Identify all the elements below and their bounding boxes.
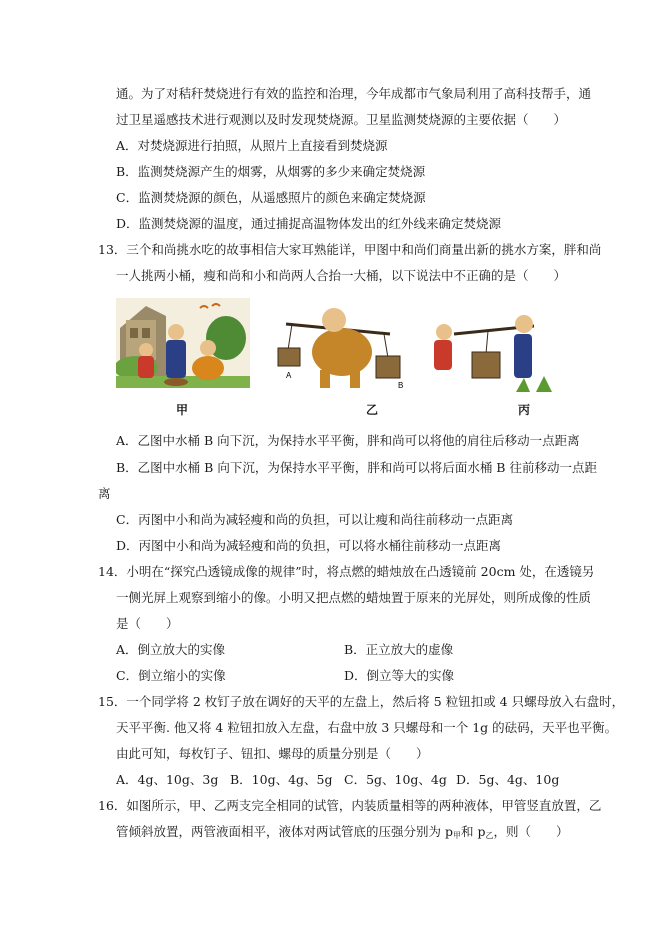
q13-stem-line1: 13．三个和尚挑水吃的故事相信大家耳熟能详，甲图中和尚们商量出新的挑水方案，胖和尚 bbox=[98, 242, 602, 257]
q16-line2-part-a: 管倾斜放置，两管液面相平，液体对两试管底的压强分别为 p bbox=[116, 824, 453, 839]
q14-stem-line2: 一侧光屏上观察到缩小的像。小明又把点燃的蜡烛置于原来的光屏处，则所成像的性质 bbox=[116, 590, 592, 605]
q13-option-d: D．丙图中小和尚为减轻瘦和尚的负担，可以将水桶往前移动一点距离 bbox=[116, 538, 502, 553]
q16-stem-line2 bbox=[116, 824, 568, 844]
q13-option-b-continued: 离 bbox=[98, 486, 111, 501]
q15-option-c: C．5g、10g、4g bbox=[344, 772, 447, 787]
q15-option-b: B．10g、4g、5g bbox=[230, 772, 333, 787]
pressure-sub-jia: 甲 bbox=[452, 831, 461, 840]
bucket-b-label: B bbox=[398, 381, 404, 390]
figure-bing bbox=[424, 312, 564, 396]
q12-option-c: C．监测焚烧源的颜色，从遥感照片的颜色来确定焚烧源 bbox=[116, 190, 426, 205]
q15-option-a: A．4g、10g、3g bbox=[116, 772, 219, 787]
q14-stem-line1: 14．小明在“探究凸透镜成像的规律”时，将点燃的蜡烛放在凸透镜前 20cm 处，在透镜另 bbox=[98, 564, 595, 579]
q13-option-a: A．乙图中水桶 B 向下沉，为保持水平平衡，胖和尚可以将他的肩往后移动一点距离 bbox=[116, 433, 580, 448]
q14-option-b: B．正立放大的虚像 bbox=[344, 642, 454, 657]
figure-jia bbox=[116, 298, 250, 388]
figure-yi bbox=[272, 300, 412, 394]
q15-stem-line1: 15．一个同学将 2 枚钉子放在调好的天平的左盘上，然后将 5 粒钮扣或 4 只螺母放入右盘时， bbox=[98, 694, 625, 709]
q12-option-b: B．监测焚烧源产生的烟雾，从烟雾的多少来确定焚烧源 bbox=[116, 164, 426, 179]
bucket-a-label: A bbox=[286, 371, 292, 380]
q12-stem-line2: 过卫星遥感技术进行观测以及时发现焚烧源。卫星监测焚烧源的主要依据（ ） bbox=[116, 112, 567, 127]
q12-stem-line1: 通。为了对秸秆焚烧进行有效的监控和治理，今年成都市气象局利用了高科技帮手，通 bbox=[116, 86, 592, 101]
q16-line2-part-b: 和 p bbox=[460, 824, 486, 839]
q15-stem-line3: 由此可知，每枚钉子、钮扣、螺母的质量分别是（ ） bbox=[116, 746, 429, 761]
q14-option-d: D．倒立等大的实像 bbox=[344, 668, 455, 683]
q14-option-a: A．倒立放大的实像 bbox=[116, 642, 226, 657]
pressure-sub-yi: 乙 bbox=[485, 831, 494, 840]
q15-stem-line2: 天平平衡. 他又将 4 粒钮扣放入左盘，右盘中放 3 只螺母和一个 1g 的砝码，天平也平衡。 bbox=[116, 720, 618, 735]
figure-jia-caption: 甲 bbox=[176, 403, 189, 417]
q14-option-c: C．倒立缩小的实像 bbox=[116, 668, 226, 683]
figure-yi-caption: 乙 bbox=[366, 403, 379, 417]
q16-stem-line1: 16．如图所示，甲、乙两支完全相同的试管，内装质量相等的两种液体，甲管竖直放置，乙 bbox=[98, 798, 602, 813]
q13-option-c: C．丙图中小和尚为减轻瘦和尚的负担，可以让瘦和尚往前移动一点距离 bbox=[116, 512, 514, 527]
q14-stem-line3: 是（ ） bbox=[116, 616, 179, 631]
figure-bing-caption: 丙 bbox=[518, 403, 531, 417]
q16-line2-part-c: ，则（ ） bbox=[493, 824, 569, 839]
q12-option-d: D．监测焚烧源的温度，通过捕捉高温物体发出的红外线来确定焚烧源 bbox=[116, 216, 502, 231]
q13-stem-line2: 一人挑两小桶，瘦和尚和小和尚两人合抬一大桶，以下说法中不正确的是（ ） bbox=[116, 268, 567, 283]
q12-option-a: A．对焚烧源进行拍照，从照片上直接看到焚烧源 bbox=[116, 138, 388, 153]
q13-option-b: B．乙图中水桶 B 向下沉，为保持水平平衡，胖和尚可以将后面水桶 B 往前移动一点距 bbox=[116, 460, 597, 475]
q15-option-d: D．5g、4g、10g bbox=[456, 772, 560, 787]
